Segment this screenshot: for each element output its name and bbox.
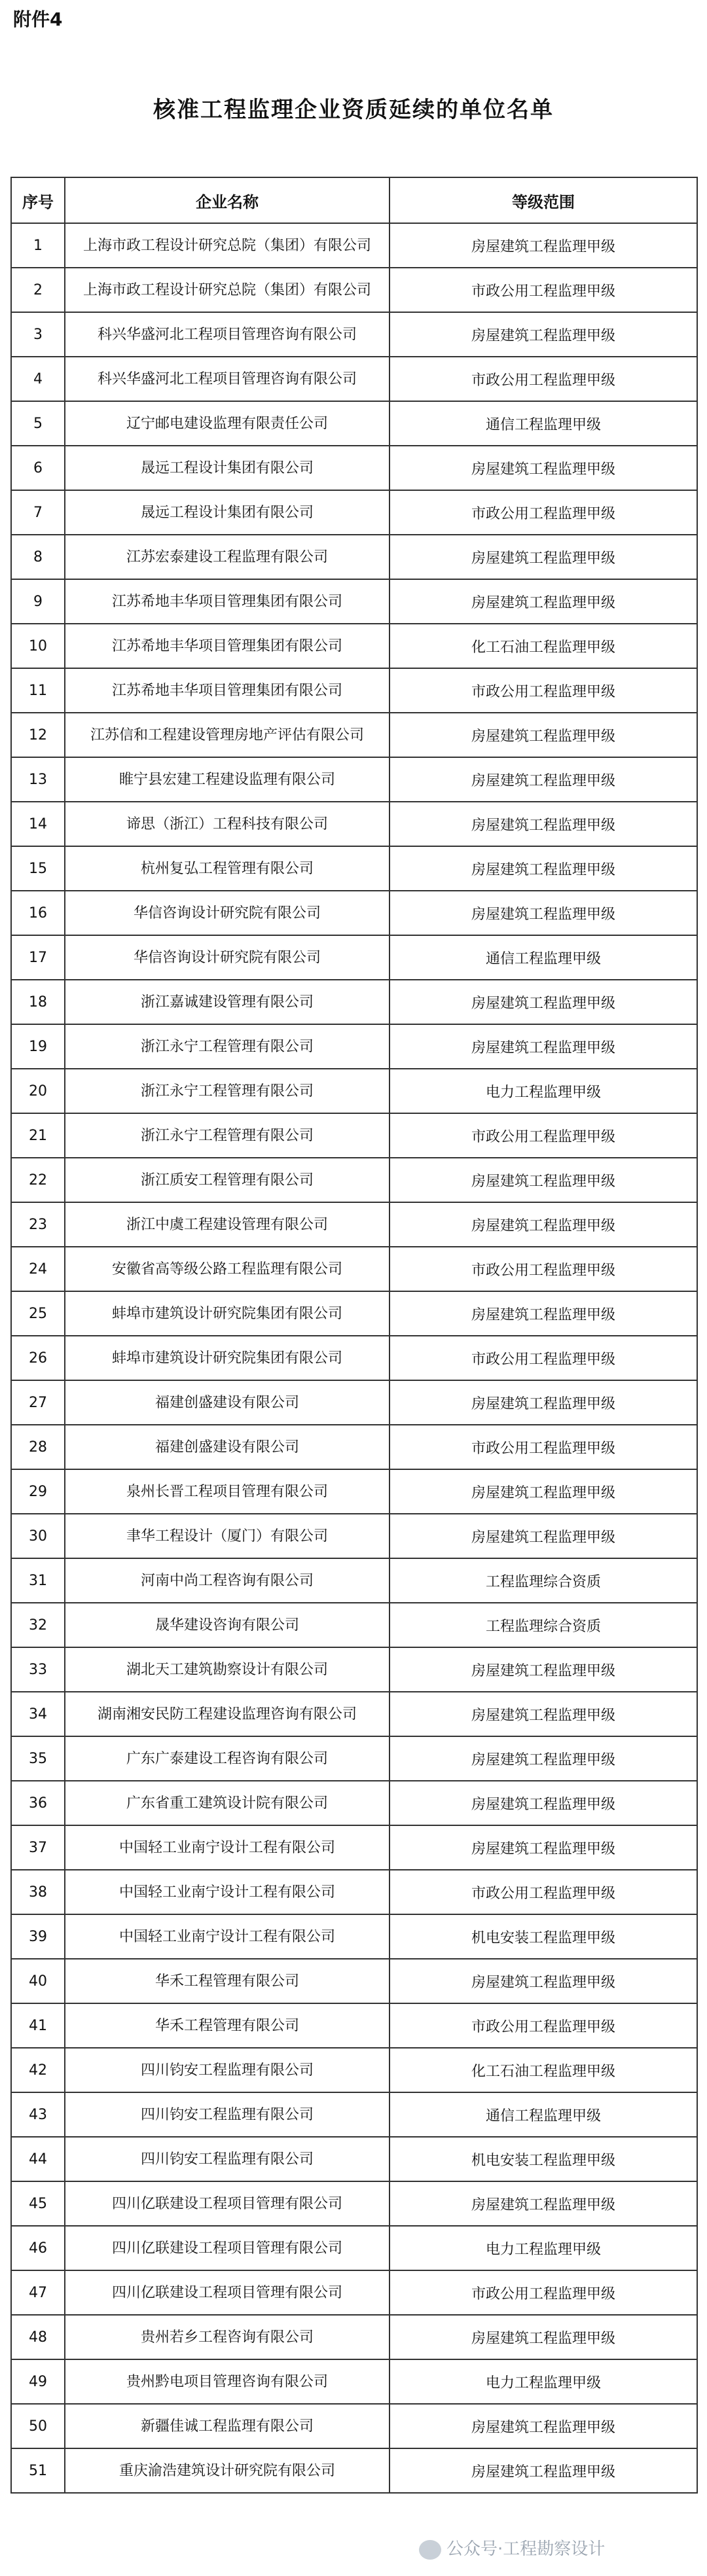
table-row <box>11 1558 697 1603</box>
table-row <box>11 713 697 757</box>
row-index: 36 <box>11 1781 65 1825</box>
row-index: 30 <box>11 1514 65 1558</box>
qualification-scope: 房屋建筑工程监理甲级 <box>390 446 697 490</box>
table-row <box>11 2404 697 2448</box>
company-name: 福建创盛建设有限公司 <box>65 1380 390 1425</box>
company-name: 安徽省高等级公路工程监理有限公司 <box>65 1247 390 1291</box>
row-index: 17 <box>11 935 65 980</box>
company-name: 蚌埠市建筑设计研究院集团有限公司 <box>65 1291 390 1336</box>
company-name: 聿华工程设计（厦门）有限公司 <box>65 1514 390 1558</box>
table-row <box>11 1692 697 1736</box>
qualification-scope: 房屋建筑工程监理甲级 <box>390 2404 697 2448</box>
column-header-scope: 等级范围 <box>390 177 697 223</box>
table-row <box>11 1736 697 1781</box>
row-index: 40 <box>11 1959 65 2003</box>
qualification-scope: 市政公用工程监理甲级 <box>390 1425 697 1469</box>
row-index: 15 <box>11 846 65 891</box>
row-index: 13 <box>11 757 65 802</box>
table-row <box>11 1247 697 1291</box>
qualification-scope: 市政公用工程监理甲级 <box>390 357 697 401</box>
row-index: 31 <box>11 1558 65 1603</box>
table-row <box>11 1469 697 1514</box>
row-index: 27 <box>11 1380 65 1425</box>
company-name: 广东省重工建筑设计院有限公司 <box>65 1781 390 1825</box>
company-name: 辽宁邮电建设监理有限责任公司 <box>65 401 390 446</box>
table-row <box>11 1514 697 1558</box>
company-name: 湖北天工建筑勘察设计有限公司 <box>65 1647 390 1692</box>
row-index: 16 <box>11 891 65 935</box>
table-row <box>11 668 697 713</box>
table-row <box>11 2092 697 2137</box>
qualification-scope: 机电安装工程监理甲级 <box>390 1914 697 1959</box>
watermark <box>419 2535 605 2560</box>
table-row <box>11 891 697 935</box>
company-name: 贵州若乡工程咨询有限公司 <box>65 2315 390 2359</box>
company-name: 华禾工程管理有限公司 <box>65 2003 390 2048</box>
table-row <box>11 1914 697 1959</box>
table-row <box>11 446 697 490</box>
row-index: 5 <box>11 401 65 446</box>
row-index: 43 <box>11 2092 65 2137</box>
row-index: 18 <box>11 980 65 1024</box>
table-row <box>11 802 697 846</box>
company-name: 杭州复弘工程管理有限公司 <box>65 846 390 891</box>
qualification-scope: 通信工程监理甲级 <box>390 935 697 980</box>
table-row <box>11 935 697 980</box>
company-name: 新疆佳诚工程监理有限公司 <box>65 2404 390 2448</box>
company-name: 江苏希地丰华项目管理集团有限公司 <box>65 668 390 713</box>
qualification-scope: 工程监理综合资质 <box>390 1603 697 1647</box>
qualification-scope: 房屋建筑工程监理甲级 <box>390 1469 697 1514</box>
qualification-scope: 市政公用工程监理甲级 <box>390 490 697 535</box>
row-index: 37 <box>11 1825 65 1870</box>
company-name: 四川钧安工程监理有限公司 <box>65 2092 390 2137</box>
table-row <box>11 223 697 268</box>
table-row <box>11 1825 697 1870</box>
qualification-scope: 市政公用工程监理甲级 <box>390 1247 697 1291</box>
company-name: 四川亿联建设工程项目管理有限公司 <box>65 2181 390 2226</box>
table-row <box>11 624 697 668</box>
company-name: 浙江中虞工程建设管理有限公司 <box>65 1202 390 1247</box>
company-name: 浙江质安工程管理有限公司 <box>65 1158 390 1202</box>
company-name: 江苏信和工程建设管理房地产评估有限公司 <box>65 713 390 757</box>
row-index: 7 <box>11 490 65 535</box>
company-name: 四川亿联建设工程项目管理有限公司 <box>65 2226 390 2270</box>
table-row <box>11 1336 697 1380</box>
qualification-scope: 房屋建筑工程监理甲级 <box>390 1959 697 2003</box>
qualification-scope: 房屋建筑工程监理甲级 <box>390 980 697 1024</box>
row-index: 51 <box>11 2448 65 2493</box>
table-row <box>11 2048 697 2092</box>
row-index: 3 <box>11 312 65 357</box>
company-name: 浙江永宁工程管理有限公司 <box>65 1069 390 1113</box>
company-name: 谛思（浙江）工程科技有限公司 <box>65 802 390 846</box>
row-index: 41 <box>11 2003 65 2048</box>
row-index: 33 <box>11 1647 65 1692</box>
company-name: 上海市政工程设计研究总院（集团）有限公司 <box>65 268 390 312</box>
table-row <box>11 757 697 802</box>
company-name: 科兴华盛河北工程项目管理咨询有限公司 <box>65 357 390 401</box>
company-name: 湖南湘安民防工程建设监理咨询有限公司 <box>65 1692 390 1736</box>
row-index: 45 <box>11 2181 65 2226</box>
row-index: 23 <box>11 1202 65 1247</box>
table-row <box>11 535 697 579</box>
row-index: 8 <box>11 535 65 579</box>
row-index: 25 <box>11 1291 65 1336</box>
company-name: 浙江永宁工程管理有限公司 <box>65 1024 390 1069</box>
qualification-scope: 房屋建筑工程监理甲级 <box>390 579 697 624</box>
table-row <box>11 1024 697 1069</box>
table-row <box>11 1603 697 1647</box>
table-row <box>11 1647 697 1692</box>
qualification-scope: 房屋建筑工程监理甲级 <box>390 2448 697 2493</box>
row-index: 48 <box>11 2315 65 2359</box>
row-index: 11 <box>11 668 65 713</box>
table-row <box>11 268 697 312</box>
company-name: 华信咨询设计研究院有限公司 <box>65 891 390 935</box>
row-index: 9 <box>11 579 65 624</box>
qualification-scope: 房屋建筑工程监理甲级 <box>390 1736 697 1781</box>
qualification-scope: 房屋建筑工程监理甲级 <box>390 713 697 757</box>
row-index: 26 <box>11 1336 65 1380</box>
table-row <box>11 2181 697 2226</box>
table-row <box>11 2359 697 2404</box>
qualification-scope: 市政公用工程监理甲级 <box>390 1336 697 1380</box>
table-row <box>11 2448 697 2493</box>
row-index: 19 <box>11 1024 65 1069</box>
qualification-scope: 房屋建筑工程监理甲级 <box>390 757 697 802</box>
company-name: 浙江永宁工程管理有限公司 <box>65 1113 390 1158</box>
row-index: 29 <box>11 1469 65 1514</box>
company-name: 华信咨询设计研究院有限公司 <box>65 935 390 980</box>
table-row <box>11 1425 697 1469</box>
qualification-scope: 机电安装工程监理甲级 <box>390 2137 697 2181</box>
table-row <box>11 2315 697 2359</box>
table-row <box>11 401 697 446</box>
qualification-scope: 房屋建筑工程监理甲级 <box>390 312 697 357</box>
wechat-logo-icon <box>419 2540 441 2560</box>
qualification-scope: 市政公用工程监理甲级 <box>390 2003 697 2048</box>
row-index: 42 <box>11 2048 65 2092</box>
company-name: 四川亿联建设工程项目管理有限公司 <box>65 2270 390 2315</box>
qualification-scope: 房屋建筑工程监理甲级 <box>390 2315 697 2359</box>
row-index: 4 <box>11 357 65 401</box>
qualification-scope: 房屋建筑工程监理甲级 <box>390 1692 697 1736</box>
company-name: 四川钧安工程监理有限公司 <box>65 2137 390 2181</box>
row-index: 32 <box>11 1603 65 1647</box>
company-name: 华禾工程管理有限公司 <box>65 1959 390 2003</box>
qualification-scope: 市政公用工程监理甲级 <box>390 668 697 713</box>
qualification-scope: 房屋建筑工程监理甲级 <box>390 891 697 935</box>
qualification-scope: 房屋建筑工程监理甲级 <box>390 223 697 268</box>
watermark-text: 公众号·工程勘察设计 <box>446 2539 606 2559</box>
row-index: 35 <box>11 1736 65 1781</box>
qualification-scope: 通信工程监理甲级 <box>390 2092 697 2137</box>
row-index: 6 <box>11 446 65 490</box>
company-name: 中国轻工业南宁设计工程有限公司 <box>65 1870 390 1914</box>
qualification-scope: 电力工程监理甲级 <box>390 2226 697 2270</box>
enterprise-table <box>10 177 698 2494</box>
company-name: 中国轻工业南宁设计工程有限公司 <box>65 1914 390 1959</box>
row-index: 12 <box>11 713 65 757</box>
table-row <box>11 2270 697 2315</box>
table-row <box>11 1781 697 1825</box>
qualification-scope: 房屋建筑工程监理甲级 <box>390 846 697 891</box>
row-index: 24 <box>11 1247 65 1291</box>
qualification-scope: 房屋建筑工程监理甲级 <box>390 802 697 846</box>
company-name: 上海市政工程设计研究总院（集团）有限公司 <box>65 223 390 268</box>
row-index: 2 <box>11 268 65 312</box>
row-index: 28 <box>11 1425 65 1469</box>
company-name: 重庆渝浩建筑设计研究院有限公司 <box>65 2448 390 2493</box>
company-name: 晟远工程设计集团有限公司 <box>65 490 390 535</box>
column-header-index: 序号 <box>11 177 65 223</box>
row-index: 1 <box>11 223 65 268</box>
table-row <box>11 1158 697 1202</box>
company-name: 泉州长晋工程项目管理有限公司 <box>65 1469 390 1514</box>
row-index: 22 <box>11 1158 65 1202</box>
company-name: 广东广泰建设工程咨询有限公司 <box>65 1736 390 1781</box>
table-row <box>11 357 697 401</box>
table-row <box>11 2003 697 2048</box>
qualification-scope: 市政公用工程监理甲级 <box>390 1870 697 1914</box>
company-name: 江苏宏泰建设工程监理有限公司 <box>65 535 390 579</box>
row-index: 50 <box>11 2404 65 2448</box>
page-title: 核准工程监理企业资质延续的单位名单 <box>153 97 554 123</box>
row-index: 46 <box>11 2226 65 2270</box>
table-row <box>11 1113 697 1158</box>
row-index: 21 <box>11 1113 65 1158</box>
table-row <box>11 2137 697 2181</box>
row-index: 38 <box>11 1870 65 1914</box>
company-name: 晟远工程设计集团有限公司 <box>65 446 390 490</box>
qualification-scope: 房屋建筑工程监理甲级 <box>390 1380 697 1425</box>
qualification-scope: 化工石油工程监理甲级 <box>390 624 697 668</box>
table-row <box>11 1380 697 1425</box>
company-name: 科兴华盛河北工程项目管理咨询有限公司 <box>65 312 390 357</box>
row-index: 49 <box>11 2359 65 2404</box>
row-index: 44 <box>11 2137 65 2181</box>
qualification-scope: 房屋建筑工程监理甲级 <box>390 1202 697 1247</box>
company-name: 中国轻工业南宁设计工程有限公司 <box>65 1825 390 1870</box>
table-row <box>11 1291 697 1336</box>
table-row <box>11 846 697 891</box>
company-name: 江苏希地丰华项目管理集团有限公司 <box>65 579 390 624</box>
qualification-scope: 化工石油工程监理甲级 <box>390 2048 697 2092</box>
row-index: 34 <box>11 1692 65 1736</box>
table-row <box>11 980 697 1024</box>
company-name: 浙江嘉诚建设管理有限公司 <box>65 980 390 1024</box>
qualification-scope: 电力工程监理甲级 <box>390 1069 697 1113</box>
row-index: 47 <box>11 2270 65 2315</box>
qualification-scope: 市政公用工程监理甲级 <box>390 1113 697 1158</box>
table-row <box>11 1959 697 2003</box>
column-header-company: 企业名称 <box>65 177 390 223</box>
qualification-scope: 房屋建筑工程监理甲级 <box>390 1024 697 1069</box>
table-row <box>11 579 697 624</box>
table-row <box>11 2226 697 2270</box>
table-header-row <box>11 177 697 223</box>
table-row <box>11 490 697 535</box>
company-name: 晟华建设咨询有限公司 <box>65 1603 390 1647</box>
company-name: 贵州黔电项目管理咨询有限公司 <box>65 2359 390 2404</box>
row-index: 20 <box>11 1069 65 1113</box>
row-index: 39 <box>11 1914 65 1959</box>
qualification-scope: 房屋建筑工程监理甲级 <box>390 535 697 579</box>
table-row <box>11 1870 697 1914</box>
qualification-scope: 房屋建筑工程监理甲级 <box>390 1514 697 1558</box>
company-name: 睢宁县宏建工程建设监理有限公司 <box>65 757 390 802</box>
attachment-label: 附件4 <box>13 9 63 30</box>
qualification-scope: 电力工程监理甲级 <box>390 2359 697 2404</box>
qualification-scope: 房屋建筑工程监理甲级 <box>390 1781 697 1825</box>
table-row <box>11 1202 697 1247</box>
qualification-scope: 房屋建筑工程监理甲级 <box>390 2181 697 2226</box>
table-row <box>11 312 697 357</box>
company-name: 河南中尚工程咨询有限公司 <box>65 1558 390 1603</box>
qualification-scope: 房屋建筑工程监理甲级 <box>390 1825 697 1870</box>
qualification-scope: 市政公用工程监理甲级 <box>390 268 697 312</box>
company-name: 四川钧安工程监理有限公司 <box>65 2048 390 2092</box>
company-name: 福建创盛建设有限公司 <box>65 1425 390 1469</box>
qualification-scope: 通信工程监理甲级 <box>390 401 697 446</box>
company-name: 江苏希地丰华项目管理集团有限公司 <box>65 624 390 668</box>
company-name: 蚌埠市建筑设计研究院集团有限公司 <box>65 1336 390 1380</box>
qualification-scope: 房屋建筑工程监理甲级 <box>390 1158 697 1202</box>
row-index: 14 <box>11 802 65 846</box>
qualification-scope: 工程监理综合资质 <box>390 1558 697 1603</box>
qualification-scope: 房屋建筑工程监理甲级 <box>390 1291 697 1336</box>
qualification-scope: 市政公用工程监理甲级 <box>390 2270 697 2315</box>
row-index: 10 <box>11 624 65 668</box>
qualification-scope: 房屋建筑工程监理甲级 <box>390 1647 697 1692</box>
table-row <box>11 1069 697 1113</box>
